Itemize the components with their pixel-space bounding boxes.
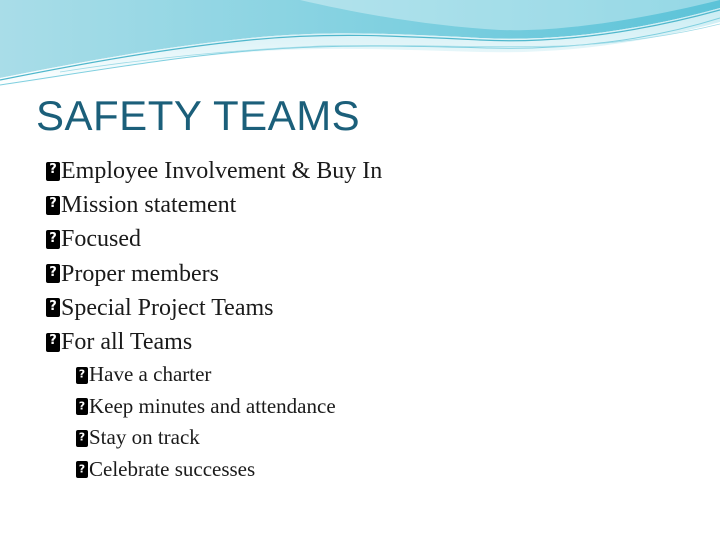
bullet-item xyxy=(46,291,382,325)
bullet-item xyxy=(46,222,382,256)
slide-title: SAFETY TEAMS xyxy=(36,92,361,139)
missing-glyph-icon xyxy=(76,398,88,415)
sub-bullet-item xyxy=(46,454,382,486)
missing-glyph-icon xyxy=(46,196,60,215)
missing-glyph-icon xyxy=(46,230,60,249)
missing-glyph-icon xyxy=(46,298,60,317)
bullet-list xyxy=(46,154,382,486)
bullet-text: Employee Involvement & Buy In xyxy=(61,158,383,184)
sub-bullet-item xyxy=(46,391,382,423)
sub-bullet-text: Stay on track xyxy=(89,425,200,450)
missing-glyph-icon xyxy=(76,461,88,478)
bullet-item xyxy=(46,154,382,188)
bullet-item xyxy=(46,188,382,222)
bullet-text: Focused xyxy=(61,226,141,253)
header-wave-banner xyxy=(0,0,720,90)
bullet-text: Mission statement xyxy=(61,192,237,219)
missing-glyph-icon xyxy=(46,333,60,352)
missing-glyph-icon xyxy=(46,264,60,283)
bullet-text: Proper members xyxy=(61,260,219,287)
bullet-item xyxy=(46,325,382,359)
sub-bullet-text: Celebrate successes xyxy=(89,457,256,481)
sub-bullet-text: Have a charter xyxy=(89,362,212,387)
sub-bullet-text: Keep minutes and attendance xyxy=(89,393,336,418)
bullet-text: For all Teams xyxy=(61,329,193,356)
sub-bullet-item xyxy=(46,359,382,391)
sub-bullet-item xyxy=(46,422,382,454)
missing-glyph-icon xyxy=(76,430,88,447)
bullet-item xyxy=(46,257,382,291)
bullet-text: Special Project Teams xyxy=(61,294,274,321)
missing-glyph-icon xyxy=(46,162,60,181)
missing-glyph-icon xyxy=(76,367,88,384)
